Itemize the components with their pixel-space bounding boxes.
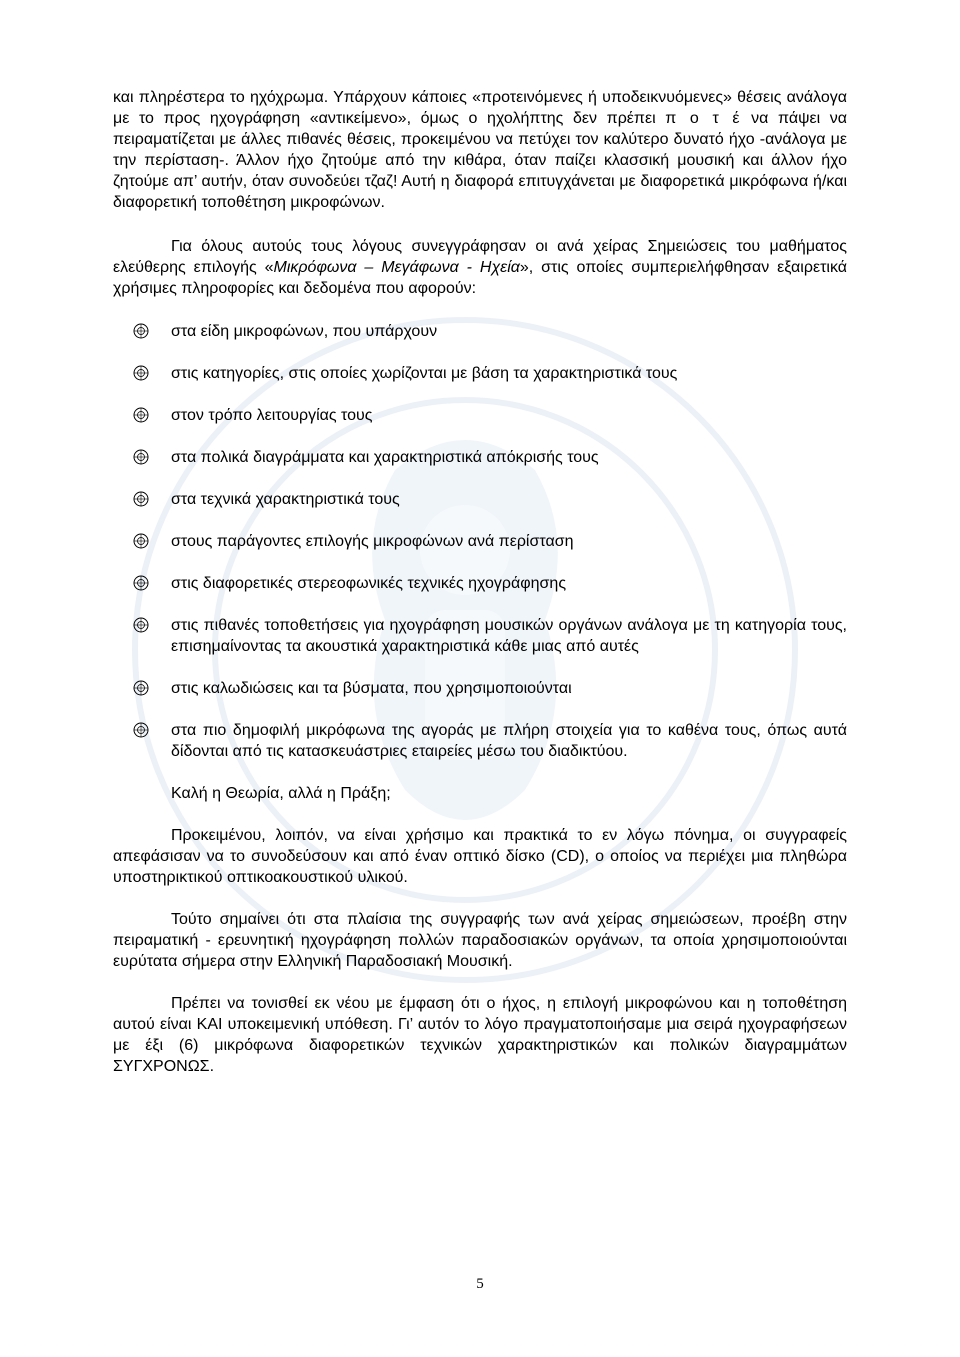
document-body <box>113 87 847 1077</box>
paragraph-intro-emphasis: π ο τ έ <box>665 110 742 127</box>
list-item <box>113 720 847 762</box>
microphone-circle-icon <box>133 365 149 381</box>
list-item <box>113 363 847 384</box>
page-number: 5 <box>476 1276 484 1292</box>
topics-list <box>113 321 847 762</box>
list-item <box>113 447 847 468</box>
list-item-text: στις διαφορετικές στερεοφωνικές τεχνικές ηχογράφησης <box>171 575 567 592</box>
paragraph-cd: Προκειμένου, λοιπόν, να είναι χρήσιμο και πρακτικά το εν λόγω πόνημα, οι συγγραφείς απεφάσισαν να το συνοδεύσουν και από έναν οπτικό δίσκο (CD), ο οποίος να περιέχει μια πληθώρα υποστηρικτικού οπτικοακουστικού υλικού. <box>113 827 847 886</box>
list-item-text: στα τεχνικά χαρακτηριστικά τους <box>171 491 400 508</box>
list-item <box>113 573 847 594</box>
paragraph-purpose-rest: », στις οποίες συμπεριελήφθησαν εξαιρετικά χρήσιμες πληροφορίες και δεδομένα που αφορούν: <box>113 259 847 297</box>
list-item <box>113 405 847 426</box>
paragraph-purpose-lead: Για όλους αυτούς τους λόγους συνεγγράφησαν οι ανά χείρας Σημειώσεις του μαθήματος ελεύθερης επιλογής « <box>113 238 847 276</box>
paragraph-intro-lead: και πληρέστερα το ηχόχρωμα. Υπάρχουν κάποιες «προτεινόμενες ή υποδεικνυόμενες» θέσεις ανάλογα με το προς ηχογράφηση «αντικείμενο», όμως ο ηχολήπτης δεν πρέπει <box>113 89 847 127</box>
list-item <box>113 531 847 552</box>
paragraph-intro-rest: να πάψει να πειραματίζεται με άλλες πιθανές θέσεις, προκειμένου να πετύχει τον καλύτερο δυνατό ήχο -ανάλογα με την περίσταση-. Άλλον ήχο ζητούμε από την κιθάρα, όταν παίζει κλασσική μουσική και άλλον ήχο ζητούμε απ’ αυτήν, όταν συνοδεύει τζαζ! Αυτή η διαφορά επιτυγχάνεται με διαφορετικά μικρόφωνα ή/και διαφορετική τοποθέτηση μικροφώνων. <box>113 110 848 211</box>
list-item-text: στις καλωδιώσεις και τα βύσματα, που χρησιμοποιούνται <box>171 680 572 697</box>
list-item-text: στις πιθανές τοποθετήσεις για ηχογράφηση μουσικών οργάνων ανάλογα με τη κατηγορία τους, επισημαίνοντας τα ακουστικά χαρακτηριστικά κάθε μιας από αυτές <box>171 617 847 655</box>
microphone-circle-icon <box>133 407 149 423</box>
microphone-circle-icon <box>133 680 149 696</box>
list-item-text: στα είδη μικροφώνων, που υπάρχουν <box>171 323 438 340</box>
list-item-text: στον τρόπο λειτουργίας τους <box>171 407 373 424</box>
microphone-circle-icon <box>133 722 149 738</box>
list-item <box>113 489 847 510</box>
list-item-text: στις κατηγορίες, στις οποίες χωρίζονται με βάση τα χαρακτηριστικά τους <box>171 365 678 382</box>
paragraph-intro <box>113 87 847 213</box>
list-item <box>113 321 847 342</box>
paragraph-purpose <box>113 236 847 299</box>
list-item-text: στα πολικά διαγράμματα και χαρακτηριστικά απόκρισής τους <box>171 449 599 466</box>
course-title: Μικρόφωνα – Μεγάφωνα - Ηχεία <box>273 259 520 276</box>
microphone-circle-icon <box>133 323 149 339</box>
microphone-circle-icon <box>133 617 149 633</box>
paragraph-emphasis: Πρέπει να τονισθεί εκ νέου με έμφαση ότι ο ήχος, η επιλογή μικροφώνου και η τοποθέτηση αυτού είναι ΚΑΙ υποκειμενική υπόθεση. Γι’ αυτόν το λόγο πραγματοποιήσαμε μια σειρά ηχογραφήσεων με έξι (6) μικρόφωνα διαφορετικών τεχνικών χαρακτηριστικών και πολικών διαγραμμάτων ΣΥΓΧΡΟΝΩΣ. <box>113 995 847 1075</box>
list-item-text: στα πιο δημοφιλή μικρόφωνα της αγοράς με πλήρη στοιχεία για το καθένα τους, όπως αυτά δίδονται από τις κατασκευάστριες εταιρείες μέσω του διαδικτύου. <box>171 722 847 760</box>
paragraph-recording: Τούτο σημαίνει ότι στα πλαίσια της συγγραφής των ανά χείρας σημειώσεων, προέβη στην πειραματική - ερευνητική ηχογράφηση πολλών παραδοσιακών οργάνων, τα οποία χρησιμοποιούνται ευρύτατα σήμερα στην Ελληνική Παραδοσιακή Μουσική. <box>113 911 847 970</box>
list-item <box>113 678 847 699</box>
microphone-circle-icon <box>133 575 149 591</box>
microphone-circle-icon <box>133 533 149 549</box>
microphone-circle-icon <box>133 491 149 507</box>
list-item <box>113 615 847 657</box>
list-item-text: στους παράγοντες επιλογής μικροφώνων ανά περίσταση <box>171 533 574 550</box>
microphone-circle-icon <box>133 449 149 465</box>
theory-practice-line: Καλή η Θεωρία, αλλά η Πράξη; <box>171 785 391 802</box>
